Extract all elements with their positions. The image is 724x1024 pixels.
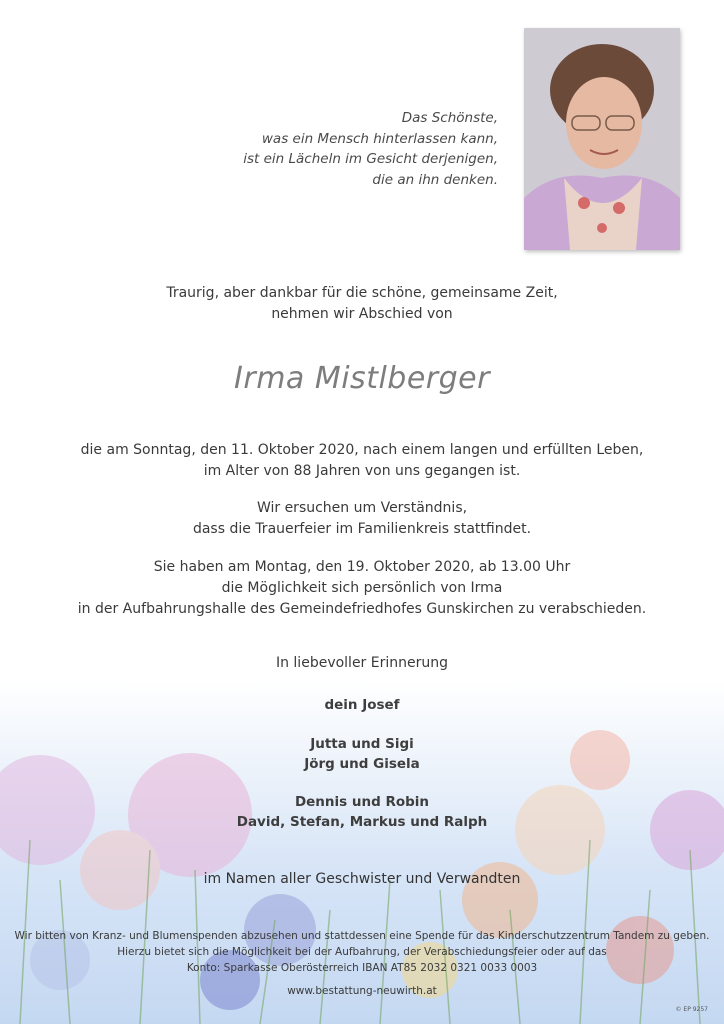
website-link[interactable]: www.bestattung-neuwirth.at bbox=[287, 985, 437, 997]
donation-line: Wir bitten von Kranz- und Blumenspenden abzusehen und stattdessen eine Spende für das Kinderschutzzentrum Tandem zu geben. bbox=[14, 930, 710, 942]
paragraph-line: Sie haben am Montag, den 19. Oktober 2020, ab 13.00 Uhr bbox=[153, 559, 571, 575]
memorial-quote bbox=[198, 108, 498, 190]
paragraph-line: Wir ersuchen um Verständnis, bbox=[256, 500, 468, 516]
paragraph-line: dass die Trauerfeier im Familienkreis stattfindet. bbox=[192, 521, 532, 537]
paragraph-line: die Möglichkeit sich persönlich von Irma bbox=[221, 580, 503, 596]
intro-text bbox=[0, 283, 724, 325]
quote-line: die an ihn denken. bbox=[372, 171, 498, 188]
signatory-name: Dennis und Robin bbox=[294, 794, 430, 810]
signatory-name: David, Stefan, Markus und Ralph bbox=[236, 814, 488, 830]
deceased-name: Irma Mistlberger bbox=[234, 361, 490, 396]
family-note: im Namen aller Geschwister und Verwandten bbox=[203, 871, 521, 887]
paragraph-line: in der Aufbahrungshalle des Gemeindefriedhofes Gunskirchen zu verabschieden. bbox=[77, 601, 647, 617]
signatory-name: dein Josef bbox=[324, 697, 400, 713]
memory-line: In liebevoller Erinnerung bbox=[275, 655, 449, 671]
signatory-group bbox=[0, 734, 724, 774]
donation-line: Konto: Sparkasse Oberösterreich IBAN AT85 2032 0321 0033 0003 bbox=[186, 962, 538, 974]
intro-line: Traurig, aber dankbar für die schöne, gemeinsame Zeit, bbox=[166, 285, 558, 301]
quote-line: ist ein Lächeln im Gesicht derjenigen, bbox=[243, 151, 498, 167]
signatory-group bbox=[0, 695, 724, 715]
portrait-photo bbox=[524, 28, 680, 250]
donation-line: Hierzu bietet sich die Möglichkeit bei der Aufbahrung, der Verabschiedungsfeier oder auf das bbox=[117, 946, 607, 958]
death-announcement bbox=[0, 440, 724, 482]
intro-line: nehmen wir Abschied von bbox=[271, 306, 453, 322]
paragraph-line: im Alter von 88 Jahren von uns gegangen ist. bbox=[203, 463, 521, 479]
quote-line: Das Schönste, bbox=[401, 110, 498, 126]
print-code: © EP 9257 bbox=[675, 1006, 708, 1013]
signatory-name: Jutta und Sigi bbox=[310, 736, 414, 752]
donation-note bbox=[0, 928, 724, 976]
funeral-notice bbox=[0, 498, 724, 540]
farewell-info bbox=[0, 557, 724, 620]
signatory-group bbox=[0, 792, 724, 832]
paragraph-line: die am Sonntag, den 11. Oktober 2020, nach einem langen und erfüllten Leben, bbox=[80, 442, 644, 458]
quote-line: was ein Mensch hinterlassen kann, bbox=[261, 130, 498, 147]
signatory-name: Jörg und Gisela bbox=[304, 756, 420, 772]
